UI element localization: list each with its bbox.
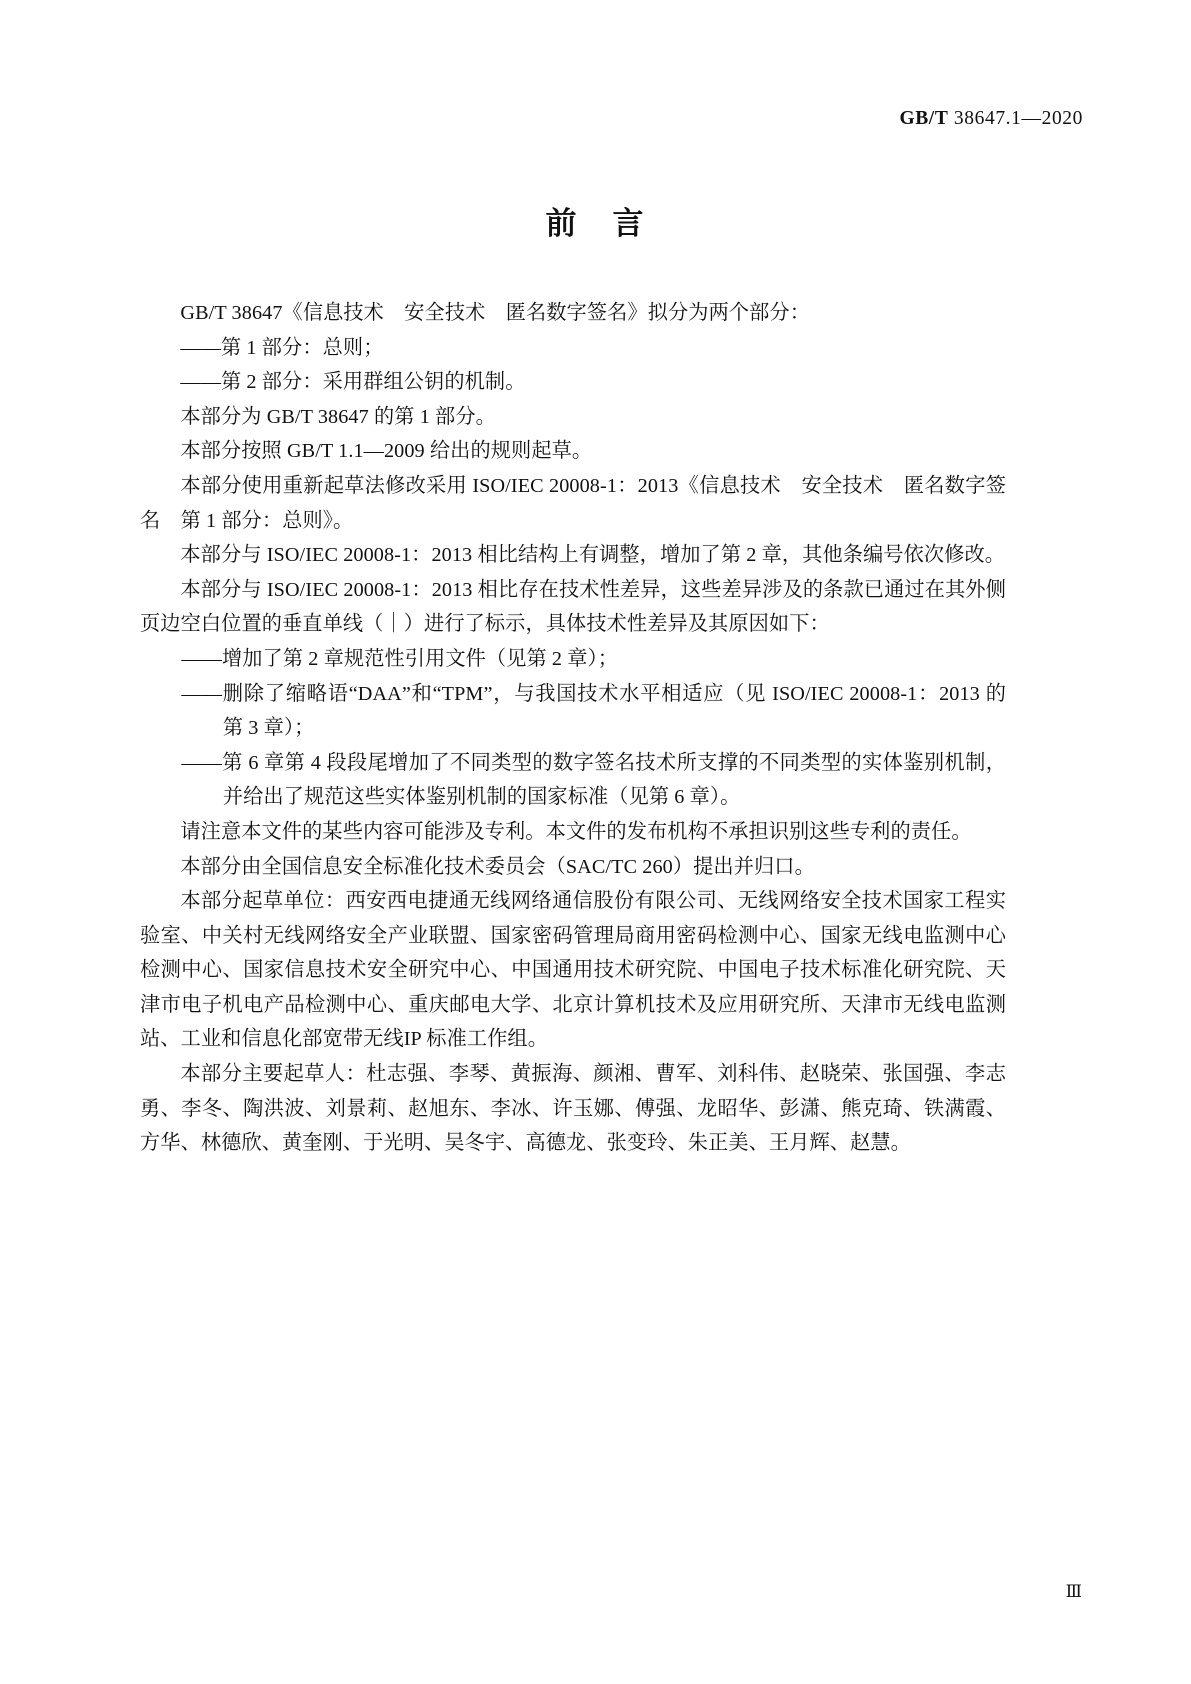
list-item-part-1: ——第 1 部分：总则； <box>180 336 384 359</box>
list-item-part-2: ——第 2 部分：采用群组公钥的机制。 <box>180 371 526 394</box>
page-title-char-2: 言 <box>612 206 646 242</box>
page-title <box>0 198 1191 243</box>
paragraph-structure-change: 本部分与 ISO/IEC 20008-1：2013 相比结构上有调整，增加了第 2 章，其他条编号依次修改。 <box>180 544 1006 567</box>
paragraph-technical-committee: 本部分由全国信息安全标准化技术委员会（SAC/TC 260）提出并归口。 <box>180 855 815 878</box>
paragraph-drafting-rules: 本部分按照 GB/T 1.1—2009 给出的规则起草。 <box>180 440 593 463</box>
foreword-body <box>140 296 1006 1161</box>
paragraph-drafting-organizations: 本部分起草单位：西安西电捷通无线网络通信股份有限公司、无线网络安全技术国家工程实验室、中关村无线网络安全产业联盟、国家密码管理局商用密码检测中心、国家无线电监测中心检测中心、国家信息技术安全研究中心、中国通用技术研究院、中国电子技术标准化研究院、天津市电子机电产品检测中心、重庆邮电大学、北京计算机技术及应用研究所、天津市无线电监测站、工业和信息化部宽带无线IP 标准工作组。 <box>140 890 1006 1051</box>
list-item-difference-1: ——增加了第 2 章规范性引用文件（见第 2 章）； <box>181 647 619 670</box>
paragraph-modified-adoption: 本部分使用重新起草法修改采用 ISO/IEC 20008-1：2013《信息技术 安全技术 匿名数字签名 第 1 部分：总则》。 <box>140 474 1006 532</box>
standard-number: 38647.1—2020 <box>953 108 1083 129</box>
standard-prefix: GB/T <box>899 108 949 129</box>
page-title-char-1: 前 <box>545 206 579 242</box>
page-number: Ⅲ <box>1065 1582 1083 1601</box>
paragraph-part-of: 本部分为 GB/T 38647 的第 1 部分。 <box>180 405 496 428</box>
list-item-difference-2: ——删除了缩略语“DAA”和“TPM”，与我国技术水平相适应（见 ISO/IEC 20008-1：2013 的第 3 章）； <box>181 682 1006 740</box>
paragraph-technical-differences-lead: 本部分与 ISO/IEC 20008-1：2013 相比存在技术性差异，这些差异涉及的条款已通过在其外侧页边空白位置的垂直单线（｜）进行了标示，具体技术性差异及其原因如下： <box>140 578 1006 636</box>
paragraph-intro: GB/T 38647《信息技术 安全技术 匿名数字签名》拟分为两个部分： <box>180 302 811 324</box>
running-header <box>0 108 1083 130</box>
list-item-difference-3: ——第 6 章第 4 段段尾增加了不同类型的数字签名技术所支撑的不同类型的实体鉴别机制，并给出了规范这些实体鉴别机制的国家标准（见第 6 章）。 <box>181 751 1006 809</box>
paragraph-principal-drafters: 本部分主要起草人：杜志强、李琴、黄振海、颜湘、曹军、刘科伟、赵晓荣、张国强、李志勇、李冬、陶洪波、刘景莉、赵旭东、李冰、许玉娜、傅强、龙昭华、彭潇、熊克琦、铁满霞、方华、林德欣、黄奎刚、于光明、吴冬宇、高德龙、张变玲、朱正美、王月辉、赵慧。 <box>140 1063 1006 1155</box>
paragraph-patent-notice: 请注意本文件的某些内容可能涉及专利。本文件的发布机构不承担识别这些专利的责任。 <box>180 820 972 843</box>
